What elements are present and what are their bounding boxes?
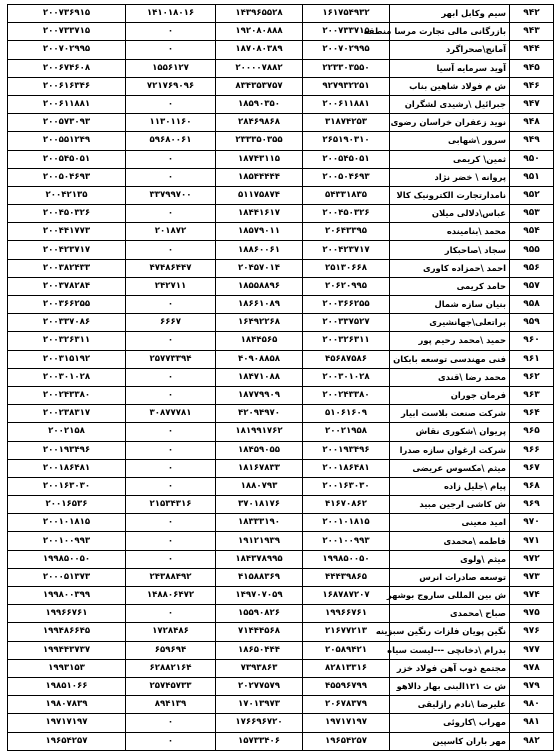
row-number-cell: ۹۵۷: [510, 277, 554, 295]
amount-cell-b: ۱۸۷۰۸۰۳۸۹: [216, 41, 303, 59]
name-cell: حامد کریمی: [390, 277, 510, 295]
amount-cell-a: ۰: [126, 605, 216, 623]
total-cell: ۲۰۰۴۲۳۷۱۷: [8, 241, 126, 259]
name-cell: ثمین\ کریمی: [390, 150, 510, 168]
amount-cell-a: ۷۲۱۷۶۹۰۹۶: [126, 77, 216, 95]
amount-cell-c: ۲۰۰۱۰۱۸۱۵: [303, 514, 390, 532]
total-cell: ۲۰۰۱۸۶۴۸۱: [8, 459, 126, 477]
amount-cell-a: ۰: [126, 714, 216, 732]
amount-cell-c: ۵۴۳۳۱۸۳۵: [303, 186, 390, 204]
name-cell: نامدارتجارت الکترونیک کالا: [390, 186, 510, 204]
total-cell: ۲۰۰۳۲۶۳۱۱: [8, 332, 126, 350]
amount-cell-a: ۰: [126, 368, 216, 386]
table-row: [8, 587, 554, 605]
name-cell: بازرگانی مالی تجارت مرسا منطقه: [390, 23, 510, 41]
row-number-cell: ۹۵۸: [510, 296, 554, 314]
amount-cell-b: ۱۹۲۰۸۰۸۸۸: [216, 23, 303, 41]
amount-cell-a: ۸۹۴۱۳۹: [126, 696, 216, 714]
row-number-cell: ۹۶۲: [510, 368, 554, 386]
total-cell: ۲۰۰۷۳۳۷۱۵: [8, 23, 126, 41]
name-cell: علیرضا \نادم رازلیقی: [390, 696, 510, 714]
amount-cell-c: ۲۰۰۶۱۱۸۸۱: [303, 95, 390, 113]
amount-cell-c: ۱۹۹۸۵۰۰۵۰: [303, 550, 390, 568]
row-number-cell: ۹۴۶: [510, 77, 554, 95]
table-row: [8, 114, 554, 132]
amount-cell-b: ۱۸۴۷۱۰۸۸: [216, 368, 303, 386]
row-number-cell: ۹۴۸: [510, 114, 554, 132]
name-cell: سیم وکابل ابهر: [390, 5, 510, 23]
table-row: [8, 259, 554, 277]
name-cell: بدرام \دخانچی ---لیست سیاه: [390, 641, 510, 659]
row-number-cell: ۹۴۴: [510, 41, 554, 59]
amount-cell-b: ۱۸۷۷۹۹۰۹: [216, 386, 303, 404]
table-row: [8, 332, 554, 350]
data-table: [7, 4, 554, 751]
table-row: [8, 423, 554, 441]
total-cell: ۲۰۰۱۶۵۳۶: [8, 496, 126, 514]
row-number-cell: ۹۴۷: [510, 95, 554, 113]
amount-cell-c: ۲۰۰۱۸۶۴۸۱: [303, 459, 390, 477]
amount-cell-a: ۰: [126, 441, 216, 459]
amount-cell-a: ۰: [126, 23, 216, 41]
amount-cell-b: ۱۸۴۴۵۶۵: [216, 332, 303, 350]
row-number-cell: ۹۵۶: [510, 259, 554, 277]
total-cell: ۲۰۰۵۷۳۰۹۳: [8, 114, 126, 132]
table-row: [8, 59, 554, 77]
row-number-cell: ۹۵۳: [510, 205, 554, 223]
amount-cell-c: ۵۱۰۶۱۶۰۹: [303, 405, 390, 423]
amount-cell-c: ۲۰۰۵۴۵۰۵۱: [303, 150, 390, 168]
amount-cell-b: ۴۲۰۹۴۹۷۰: [216, 405, 303, 423]
table-row: [8, 405, 554, 423]
row-number-cell: ۹۷۷: [510, 641, 554, 659]
name-cell: پروانه \ خضر نژاد: [390, 168, 510, 186]
name-cell: میثم \مکسوس عریضی: [390, 459, 510, 477]
table-row: [8, 350, 554, 368]
amount-cell-c: ۱۹۶۵۴۲۵۷: [303, 732, 390, 750]
amount-cell-b: ۲۸۴۶۹۸۶۸: [216, 114, 303, 132]
row-number-cell: ۹۴۵: [510, 59, 554, 77]
table-row: [8, 205, 554, 223]
amount-cell-a: ۰: [126, 241, 216, 259]
amount-cell-c: ۴۱۶۷۰۸۶۲: [303, 496, 390, 514]
name-cell: محمد \بنامینده: [390, 223, 510, 241]
amount-cell-a: ۰: [126, 532, 216, 550]
amount-cell-a: ۰: [126, 41, 216, 59]
name-cell: شرکت ارغوان سازه صدرا: [390, 441, 510, 459]
name-cell: ش م فولاد شاهین بناب: [390, 77, 510, 95]
total-cell: ۲۰۰۵۵۱۲۴۹: [8, 132, 126, 150]
name-cell: مجتمع ذوب آهن فولاد خزر: [390, 659, 510, 677]
total-cell: ۲۰۰۱۰۰۹۹۳: [8, 532, 126, 550]
table-row: [8, 550, 554, 568]
amount-cell-c: ۲۰۰۱۶۳۰۳۰: [303, 477, 390, 495]
amount-cell-a: ۲۵۷۴۵۷۳۳: [126, 677, 216, 695]
name-cell: شرکت صنعت بلاست ابیار: [390, 405, 510, 423]
name-cell: سرور \شهابی: [390, 132, 510, 150]
amount-cell-c: ۲۲۳۳۰۳۵۵۰: [303, 59, 390, 77]
row-number-cell: ۹۶۹: [510, 496, 554, 514]
total-cell: ۲۰۰۷۰۲۹۹۵: [8, 41, 126, 59]
table-row: [8, 314, 554, 332]
row-number-cell: ۹۵۱: [510, 168, 554, 186]
amount-cell-a: ۰: [126, 95, 216, 113]
amount-cell-c: ۲۰۰۲۴۳۳۸۰: [303, 386, 390, 404]
amount-cell-b: ۱۸۷۴۳۱۱۵: [216, 150, 303, 168]
total-cell: ۱۹۹۸۵۰۰۵۰: [8, 550, 126, 568]
amount-cell-a: ۵۹۶۸۰۰۶۱: [126, 132, 216, 150]
amount-cell-b: ۷۱۴۴۴۵۶۸: [216, 623, 303, 641]
amount-cell-b: ۱۵۷۳۳۴۰۶: [216, 732, 303, 750]
amount-cell-b: ۱۵۵۹۰۸۲۶: [216, 605, 303, 623]
row-number-cell: ۹۸۰: [510, 696, 554, 714]
amount-cell-b: ۲۰۲۷۷۵۷۹: [216, 677, 303, 695]
table-row: [8, 186, 554, 204]
row-number-cell: ۹۷۴: [510, 587, 554, 605]
name-cell: براتعلی\جهانشیری: [390, 314, 510, 332]
table-row: [8, 532, 554, 550]
name-cell: حمید \محمد رحیم پور: [390, 332, 510, 350]
amount-cell-b: ۸۳۴۳۵۳۷۵۷: [216, 77, 303, 95]
amount-cell-c: ۲۰۰۳۶۶۲۵۵: [303, 296, 390, 314]
amount-cell-b: ۱۷۰۱۳۹۷۳: [216, 696, 303, 714]
row-number-cell: ۹۵۵: [510, 241, 554, 259]
amount-cell-c: ۱۶۸۷۸۷۲۰۷: [303, 587, 390, 605]
amount-cell-a: ۱۷۲۸۴۸۶: [126, 623, 216, 641]
name-cell: ش ت ۱۲۱البنی بهار دالاهو: [390, 677, 510, 695]
name-cell: صباح \محمدی: [390, 605, 510, 623]
table-row: [8, 659, 554, 677]
amount-cell-a: ۰: [126, 732, 216, 750]
amount-cell-a: ۱۴۸۸۰۶۴۷۲: [126, 587, 216, 605]
table-row: [8, 477, 554, 495]
amount-cell-b: ۱۸۸۰۷۹۳: [216, 477, 303, 495]
amount-cell-c: ۴۵۵۹۶۷۹۹: [303, 677, 390, 695]
amount-cell-a: ۴۷۴۸۶۴۴۷: [126, 259, 216, 277]
amount-cell-c: ۲۰۰۵۰۴۶۹۳: [303, 168, 390, 186]
total-cell: ۲۰۰۲۳۸۳۱۷: [8, 405, 126, 423]
total-cell: ۲۰۰۰۵۱۳۷۳: [8, 568, 126, 586]
row-number-cell: ۹۷۳: [510, 568, 554, 586]
amount-cell-c: ۴۵۶۸۷۵۸۶: [303, 350, 390, 368]
total-cell: ۱۹۹۴۴۳۷۳۷: [8, 641, 126, 659]
amount-cell-b: ۱۸۴۵۹۰۵۵: [216, 441, 303, 459]
table-row: [8, 168, 554, 186]
amount-cell-c: ۲۰۵۸۹۴۲۱: [303, 641, 390, 659]
table-row: [8, 568, 554, 586]
total-cell: ۲۰۰۵۰۴۶۹۳: [8, 168, 126, 186]
amount-cell-b: ۱۸۵۹۰۳۵۰: [216, 95, 303, 113]
total-cell: ۱۹۶۵۴۲۵۷: [8, 732, 126, 750]
name-cell: سجاد \صاحبکار: [390, 241, 510, 259]
table-row: [8, 77, 554, 95]
total-cell: ۱۹۹۸۰۰۳۹۹: [8, 587, 126, 605]
amount-cell-a: ۰: [126, 205, 216, 223]
total-cell: ۱۹۹۳۱۵۳: [8, 659, 126, 677]
row-number-cell: ۹۶۰: [510, 332, 554, 350]
row-number-cell: ۹۶۷: [510, 459, 554, 477]
amount-cell-c: ۴۴۴۳۹۸۶۵: [303, 568, 390, 586]
name-cell: فاطمه \محمدی: [390, 532, 510, 550]
row-number-cell: ۹۵۹: [510, 314, 554, 332]
total-cell: ۲۰۰۱۶۳۰۳۰: [8, 477, 126, 495]
amount-cell-b: ۱۶۴۹۲۲۶۸: [216, 314, 303, 332]
total-cell: ۲۰۰۲۴۳۳۸۰: [8, 386, 126, 404]
total-cell: ۲۰۰۱۹۳۴۹۶: [8, 441, 126, 459]
name-cell: امید معینی: [390, 514, 510, 532]
amount-cell-c: ۱۶۱۷۵۴۹۳۲: [303, 5, 390, 23]
name-cell: احمد \حمزاده کاوری: [390, 259, 510, 277]
row-number-cell: ۹۷۶: [510, 623, 554, 641]
amount-cell-a: ۲۵۷۷۳۳۹۴: [126, 350, 216, 368]
amount-cell-b: ۱۸۶۵۰۴۴۴: [216, 641, 303, 659]
table-row: [8, 623, 554, 641]
amount-cell-a: ۰: [126, 296, 216, 314]
table-row: [8, 459, 554, 477]
table-row: [8, 5, 554, 23]
table-row: [8, 496, 554, 514]
name-cell: مهراب \کاروئی: [390, 714, 510, 732]
table-row: [8, 386, 554, 404]
amount-cell-c: ۱۹۷۱۷۱۹۷: [303, 714, 390, 732]
total-cell: ۲۰۰۷۳۶۹۱۵: [8, 5, 126, 23]
table-row: [8, 714, 554, 732]
name-cell: ش بین المللی ساروج بوشهر: [390, 587, 510, 605]
row-number-cell: ۹۶۵: [510, 423, 554, 441]
table-row: [8, 641, 554, 659]
name-cell: محمد رضا \قندی: [390, 368, 510, 386]
row-number-cell: ۹۷۲: [510, 550, 554, 568]
amount-cell-b: ۱۸۵۴۴۴۴۴: [216, 168, 303, 186]
name-cell: ش کاشی ارجین مبید: [390, 496, 510, 514]
name-cell: آوید سرمایه آسیا: [390, 59, 510, 77]
amount-cell-c: ۸۲۸۱۳۳۱۶: [303, 659, 390, 677]
amount-cell-b: ۱۴۳۹۶۵۵۲۸: [216, 5, 303, 23]
table-row: [8, 241, 554, 259]
row-number-cell: ۹۷۱: [510, 532, 554, 550]
amount-cell-a: ۶۲۸۸۲۱۶۴: [126, 659, 216, 677]
total-cell: ۲۰۰۴۲۱۳۵: [8, 186, 126, 204]
table-row: [8, 23, 554, 41]
table-row: [8, 732, 554, 750]
amount-cell-c: ۲۰۰۷۰۲۹۹۵: [303, 41, 390, 59]
amount-cell-a: ۰: [126, 423, 216, 441]
name-cell: فرمان جوران: [390, 386, 510, 404]
name-cell: میثم \ولوی: [390, 550, 510, 568]
row-number-cell: ۹۷۰: [510, 514, 554, 532]
amount-cell-c: ۲۰۶۴۳۳۹۵: [303, 223, 390, 241]
amount-cell-a: ۰: [126, 150, 216, 168]
amount-cell-a: ۲۱۵۳۴۳۱۶: [126, 496, 216, 514]
amount-cell-a: ۳۳۷۹۹۷۰۰: [126, 186, 216, 204]
row-number-cell: ۹۵۲: [510, 186, 554, 204]
total-cell: ۲۰۰۳۱۵۱۹۲: [8, 350, 126, 368]
table-row: [8, 277, 554, 295]
amount-cell-a: ۶۵۹۶۹۴: [126, 641, 216, 659]
total-cell: ۲۰۰۱۰۱۸۱۵: [8, 514, 126, 532]
name-cell: نوید زعفران خراسان رضوی: [390, 114, 510, 132]
amount-cell-a: ۰: [126, 550, 216, 568]
amount-cell-b: ۳۷۰۱۸۱۷۶: [216, 496, 303, 514]
amount-cell-b: ۲۰۴۵۷۰۱۴: [216, 259, 303, 277]
table-row: [8, 132, 554, 150]
amount-cell-a: ۲۰۱۸۷۲: [126, 223, 216, 241]
amount-cell-a: ۰: [126, 386, 216, 404]
total-cell: ۲۰۰۶۱۶۳۴۶: [8, 77, 126, 95]
amount-cell-c: ۲۰۰۱۰۰۹۹۳: [303, 532, 390, 550]
total-cell: ۲۰۰۳۰۱۰۲۸: [8, 368, 126, 386]
amount-cell-a: ۱۴۱۰۱۸۰۱۶: [126, 5, 216, 23]
name-cell: بنیان سازه شمال: [390, 296, 510, 314]
total-cell: ۲۰۰۶۷۴۶۰۸: [8, 59, 126, 77]
amount-cell-c: ۳۱۸۷۴۲۵۳: [303, 114, 390, 132]
amount-cell-b: ۵۱۱۷۵۸۷۴: [216, 186, 303, 204]
amount-cell-a: ۳۰۸۷۷۷۸۱: [126, 405, 216, 423]
amount-cell-a: ۲۴۳۸۸۴۹۲: [126, 568, 216, 586]
table-row: [8, 95, 554, 113]
row-number-cell: ۹۷۵: [510, 605, 554, 623]
table-row: [8, 677, 554, 695]
total-cell: ۲۰۰۴۵۰۳۲۶: [8, 205, 126, 223]
table-body: [8, 5, 554, 751]
table-row: [8, 368, 554, 386]
amount-cell-b: ۱۸۵۵۸۸۹۶: [216, 277, 303, 295]
row-number-cell: ۹۵۴: [510, 223, 554, 241]
amount-cell-b: ۱۸۶۶۱۰۸۹: [216, 296, 303, 314]
amount-cell-a: ۲۴۲۷۱۱: [126, 277, 216, 295]
total-cell: ۲۰۰۴۴۱۷۷۳: [8, 223, 126, 241]
table-row: [8, 223, 554, 241]
table-row: [8, 441, 554, 459]
row-number-cell: ۹۷۹: [510, 677, 554, 695]
row-number-cell: ۹۸۲: [510, 732, 554, 750]
total-cell: ۲۰۰۶۱۱۸۸۱: [8, 95, 126, 113]
amount-cell-b: ۱۸۸۶۰۰۶۱: [216, 241, 303, 259]
amount-cell-c: ۲۱۶۷۷۲۱۳: [303, 623, 390, 641]
table-row: [8, 41, 554, 59]
amount-cell-b: ۲۰۰۰۰۷۸۸۲: [216, 59, 303, 77]
amount-cell-b: ۲۳۳۳۵۰۳۵۵: [216, 132, 303, 150]
name-cell: توسعه صادرات انرس: [390, 568, 510, 586]
total-cell: ۲۰۰۳۸۲۴۳۳: [8, 259, 126, 277]
amount-cell-b: ۷۳۹۳۸۶۳: [216, 659, 303, 677]
amount-cell-a: ۰: [126, 477, 216, 495]
total-cell: ۱۹۹۶۶۷۶۱: [8, 605, 126, 623]
row-number-cell: ۹۶۳: [510, 386, 554, 404]
row-number-cell: ۹۷۸: [510, 659, 554, 677]
amount-cell-b: ۱۹۱۲۱۹۳۹: [216, 532, 303, 550]
amount-cell-b: ۱۸۴۳۷۸۹۹۵: [216, 550, 303, 568]
row-number-cell: ۹۶۴: [510, 405, 554, 423]
amount-cell-c: ۲۰۰۷۳۳۷۱۵: [303, 23, 390, 41]
amount-cell-a: ۰: [126, 459, 216, 477]
total-cell: ۱۹۸۵۱۰۶۶: [8, 677, 126, 695]
amount-cell-b: ۱۸۵۷۹۰۱۱: [216, 223, 303, 241]
row-number-cell: ۹۶۱: [510, 350, 554, 368]
name-cell: مهر باران کاسپین: [390, 732, 510, 750]
amount-cell-c: ۲۰۰۳۰۱۰۲۸: [303, 368, 390, 386]
amount-cell-b: ۱۴۹۷۰۷۰۵۹: [216, 587, 303, 605]
total-cell: ۱۹۹۴۸۶۶۴۵: [8, 623, 126, 641]
name-cell: آمانج\صحراگرد: [390, 41, 510, 59]
name-cell: فنی مهندسی توسعه بابکان: [390, 350, 510, 368]
amount-cell-c: ۲۰۰۴۵۰۳۲۶: [303, 205, 390, 223]
total-cell: ۱۹۸۰۷۸۳۹: [8, 696, 126, 714]
row-number-cell: ۹۵۰: [510, 150, 554, 168]
total-cell: ۲۰۰۳۶۶۲۵۵: [8, 296, 126, 314]
table-row: [8, 696, 554, 714]
amount-cell-b: ۴۱۵۸۸۳۶۹: [216, 568, 303, 586]
total-cell: ۲۰۰۵۴۵۰۵۱: [8, 150, 126, 168]
name-cell: عباس\دلالی میلان: [390, 205, 510, 223]
name-cell: جبرائیل \رشیدی لشگران: [390, 95, 510, 113]
total-cell: ۲۰۰۳۳۷۰۸۶: [8, 314, 126, 332]
amount-cell-b: ۱۸۱۶۷۸۳۳: [216, 459, 303, 477]
amount-cell-b: ۱۸۱۹۹۱۷۶۲: [216, 423, 303, 441]
amount-cell-c: ۹۲۷۹۳۲۲۵۱: [303, 77, 390, 95]
amount-cell-a: ۰: [126, 168, 216, 186]
amount-cell-b: ۱۷۶۶۹۶۷۲۰: [216, 714, 303, 732]
amount-cell-b: ۱۸۳۳۳۱۹۰: [216, 514, 303, 532]
amount-cell-c: ۱۹۹۶۶۷۶۱: [303, 605, 390, 623]
amount-cell-a: ۱۵۵۶۱۲۷: [126, 59, 216, 77]
total-cell: ۱۹۷۱۷۱۹۷: [8, 714, 126, 732]
amount-cell-a: ۶۶۶۷: [126, 314, 216, 332]
total-cell: ۲۰۰۲۱۵۸: [8, 423, 126, 441]
row-number-cell: ۹۶۶: [510, 441, 554, 459]
table-row: [8, 605, 554, 623]
amount-cell-b: ۴۰۹۰۸۸۵۸: [216, 350, 303, 368]
amount-cell-c: ۲۶۵۱۹۰۳۱۰: [303, 132, 390, 150]
amount-cell-c: ۲۰۰۳۳۷۵۲۷: [303, 314, 390, 332]
amount-cell-c: ۲۰۶۲۰۹۹۵: [303, 277, 390, 295]
total-cell: ۲۰۰۳۷۸۲۸۴: [8, 277, 126, 295]
row-number-cell: ۹۸۱: [510, 714, 554, 732]
amount-cell-c: ۲۰۰۴۲۳۷۱۷: [303, 241, 390, 259]
table-row: [8, 514, 554, 532]
row-number-cell: ۹۶۸: [510, 477, 554, 495]
amount-cell-c: ۲۵۱۳۰۶۶۸: [303, 259, 390, 277]
amount-cell-c: ۲۰۶۷۸۳۷۹: [303, 696, 390, 714]
amount-cell-a: ۰: [126, 332, 216, 350]
amount-cell-a: ۱۱۳۰۱۱۶۰: [126, 114, 216, 132]
row-number-cell: ۹۴۹: [510, 132, 554, 150]
table-row: [8, 296, 554, 314]
amount-cell-b: ۱۸۴۴۱۶۱۷: [216, 205, 303, 223]
name-cell: پریوان \شکوری نقاش: [390, 423, 510, 441]
table-row: [8, 150, 554, 168]
name-cell: پیام \جلیل زاده: [390, 477, 510, 495]
amount-cell-c: ۲۰۰۱۹۳۴۹۶: [303, 441, 390, 459]
amount-cell-c: ۲۰۰۳۲۶۳۱۱: [303, 332, 390, 350]
amount-cell-c: ۲۰۰۲۱۹۵۸: [303, 423, 390, 441]
amount-cell-a: ۰: [126, 514, 216, 532]
row-number-cell: ۹۴۳: [510, 23, 554, 41]
row-number-cell: ۹۴۲: [510, 5, 554, 23]
name-cell: نگین پویان فلزات رنگین سبزینه: [390, 623, 510, 641]
